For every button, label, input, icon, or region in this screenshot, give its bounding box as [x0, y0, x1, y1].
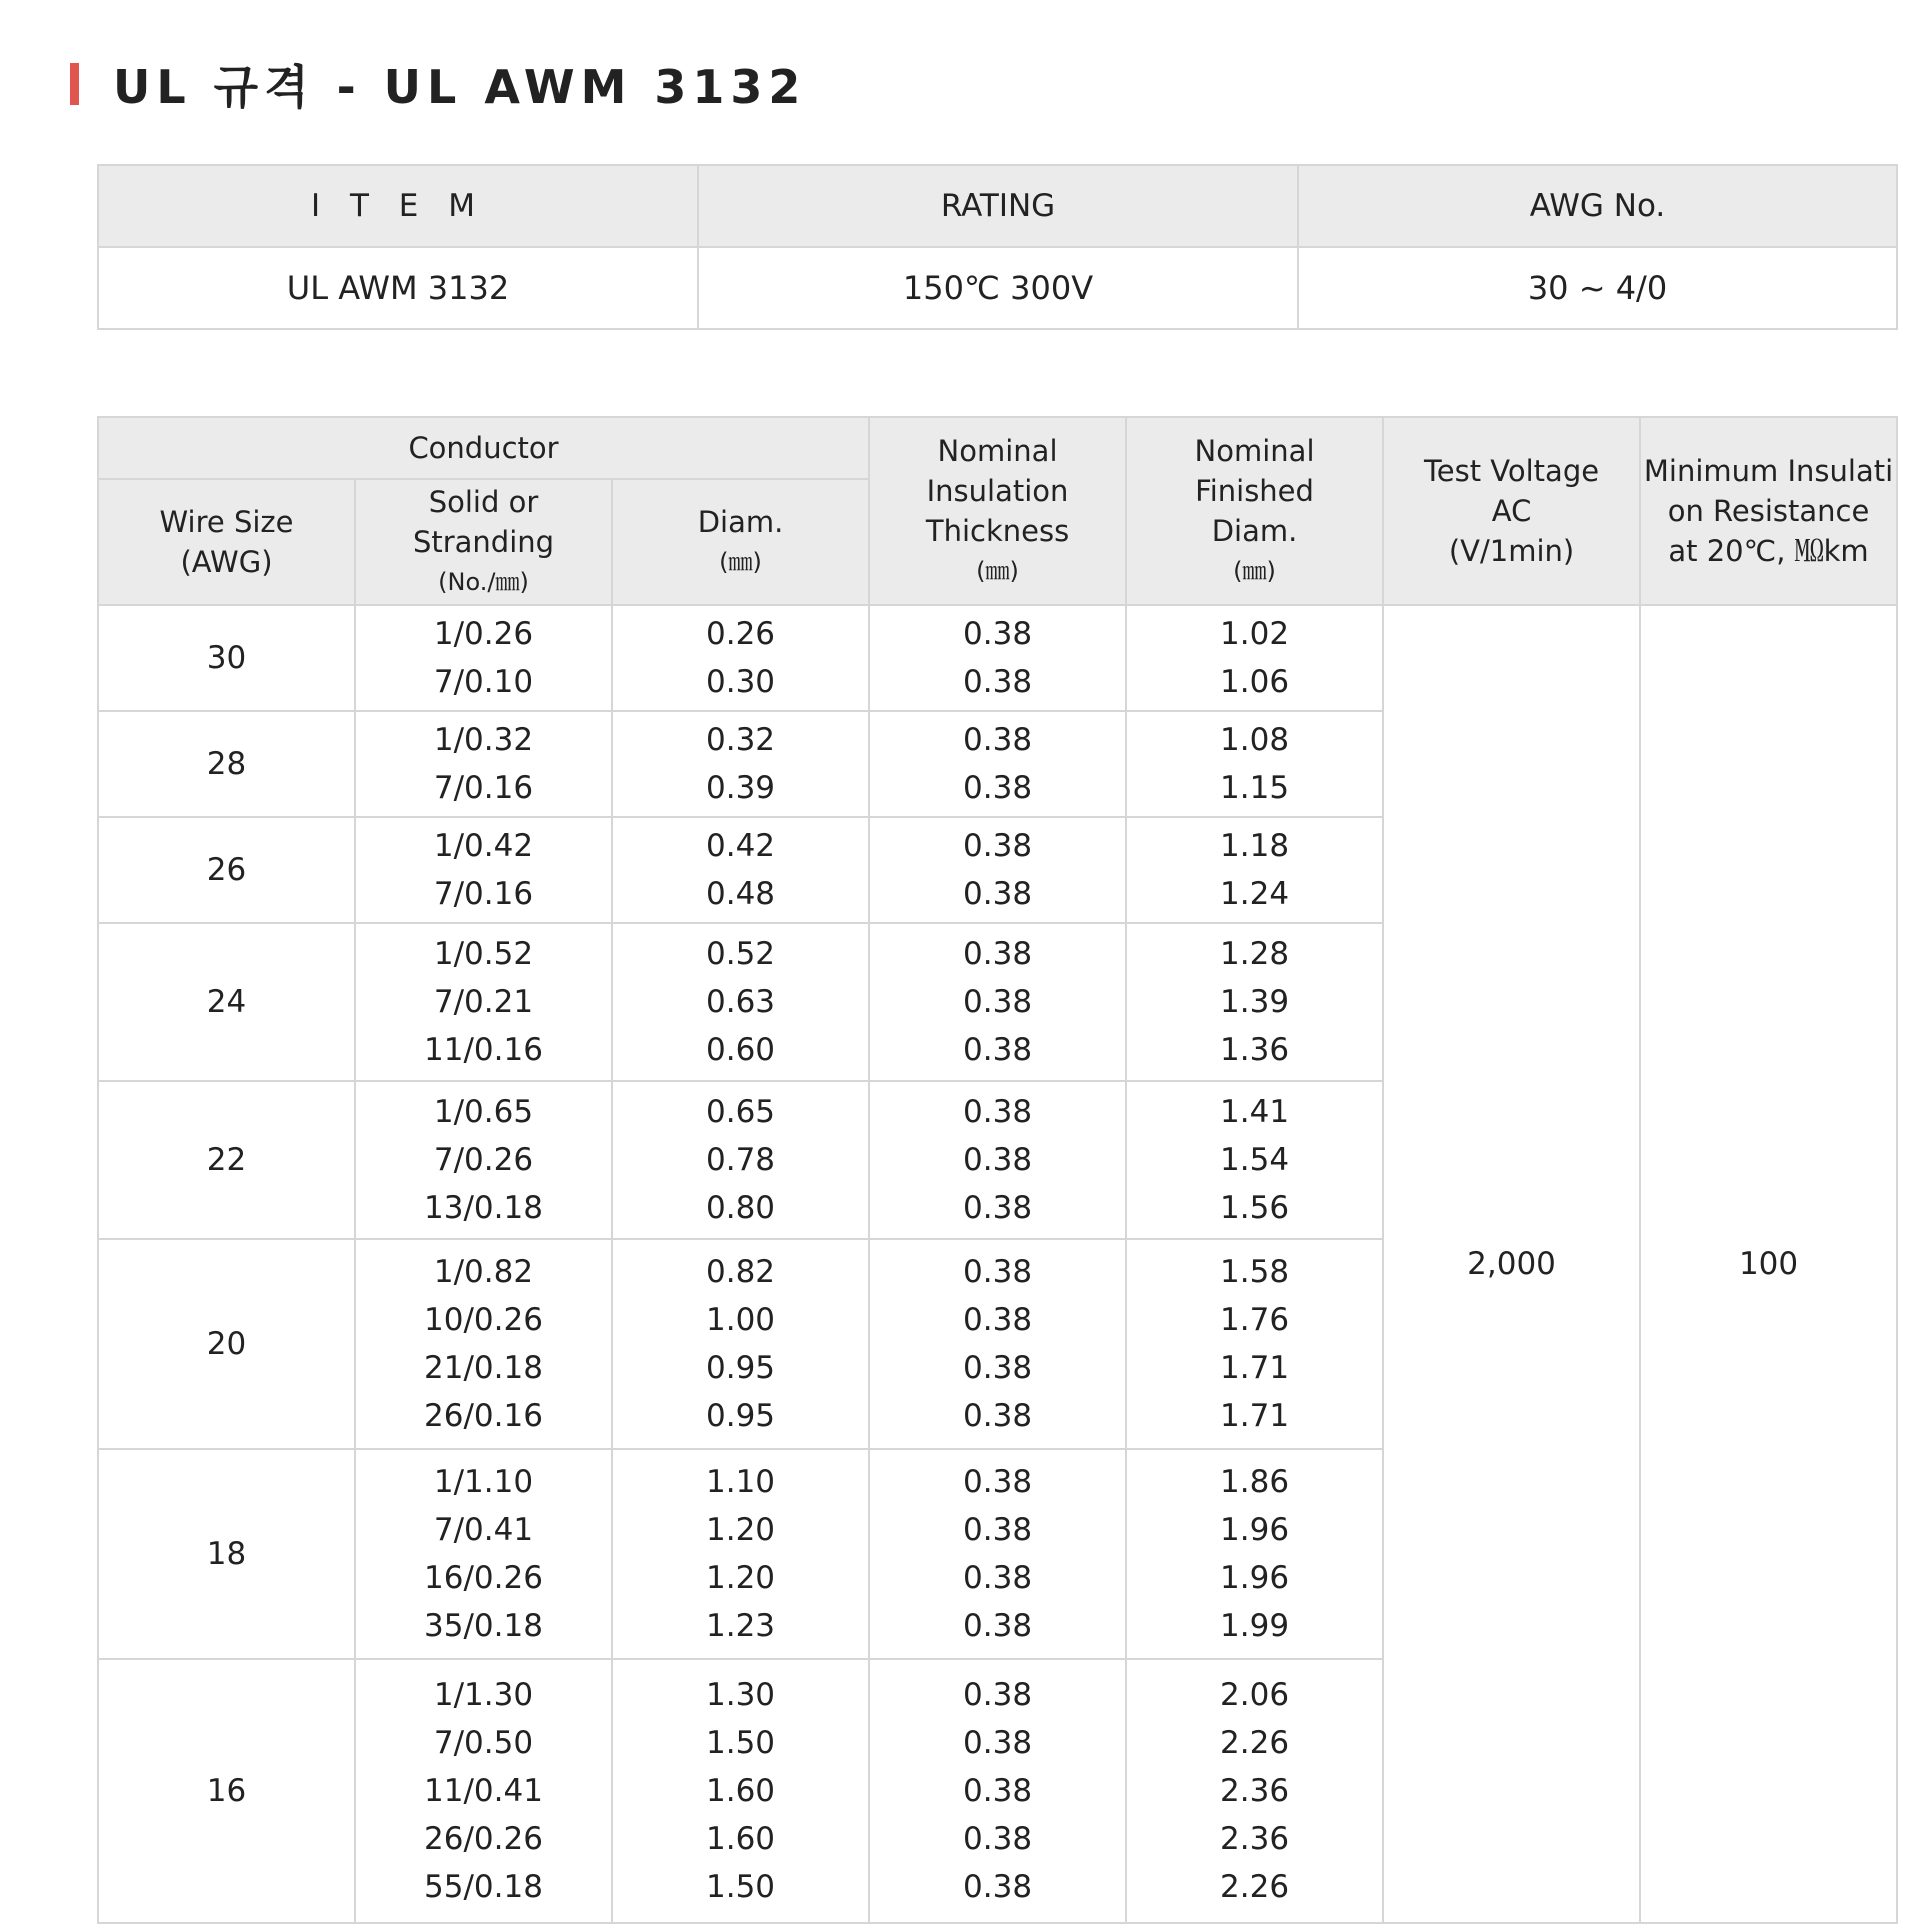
finished-value: 2.26 — [1220, 1725, 1290, 1761]
stranding-value: 1/0.42 — [433, 828, 534, 864]
page-heading — [70, 54, 806, 114]
item-value: UL AWM 3132 — [98, 247, 698, 329]
stranding-value: 7/0.16 — [433, 770, 534, 806]
wire-size-cell: 26 — [98, 817, 355, 923]
insulation-value: 0.38 — [963, 1677, 1033, 1713]
stranding-value: 11/0.41 — [424, 1773, 543, 1809]
stranding-cell — [355, 711, 612, 817]
insulation-value: 0.38 — [963, 876, 1033, 912]
stranding-cell — [355, 605, 612, 711]
diam-value: 1.00 — [706, 1302, 776, 1338]
stranding-value: 1/1.30 — [433, 1677, 534, 1713]
finished-value: 1.56 — [1220, 1190, 1290, 1226]
insulation-value: 0.38 — [963, 1032, 1033, 1068]
stranding-value: 7/0.50 — [433, 1725, 534, 1761]
test-voltage-value: 2,000 — [1383, 605, 1640, 1923]
diam-value: 0.60 — [706, 1032, 776, 1068]
conductor-header: Conductor — [98, 417, 869, 479]
insulation-value: 0.38 — [963, 1142, 1033, 1178]
diam-value: 0.95 — [706, 1398, 776, 1434]
diam-cell — [612, 1081, 869, 1239]
diam-value: 0.26 — [706, 616, 776, 652]
diam-value: 0.52 — [706, 936, 776, 972]
diam-cell — [612, 711, 869, 817]
finished-value: 1.39 — [1220, 984, 1290, 1020]
stranding-cell — [355, 817, 612, 923]
diam-cell — [612, 1239, 869, 1449]
wire-size-cell: 20 — [98, 1239, 355, 1449]
stranding-value: 7/0.16 — [433, 876, 534, 912]
stranding-value: 1/0.52 — [433, 936, 534, 972]
insulation-thickness-header: Nominal Insulation Thickness (㎜) — [869, 417, 1126, 605]
diam-value: 0.82 — [706, 1254, 776, 1290]
insulation-resistance-header: Minimum Insulati on Resistance at 20℃, ㏁km — [1640, 417, 1897, 605]
diam-value: 0.78 — [706, 1142, 776, 1178]
stranding-value: 35/0.18 — [424, 1608, 543, 1644]
stranding-value: 16/0.26 — [424, 1560, 543, 1596]
stranding-value: 55/0.18 — [424, 1869, 543, 1905]
insulation-value: 0.38 — [963, 722, 1033, 758]
finished-value: 1.28 — [1220, 936, 1290, 972]
test-voltage-header: Test Voltage AC (V/1min) — [1383, 417, 1640, 605]
insulation-cell — [869, 1449, 1126, 1659]
diam-value: 1.20 — [706, 1512, 776, 1548]
diam-value: 0.30 — [706, 664, 776, 700]
wire-size-cell: 16 — [98, 1659, 355, 1923]
finished-value: 1.08 — [1220, 722, 1290, 758]
stranding-value: 26/0.26 — [424, 1821, 543, 1857]
insulation-cell — [869, 605, 1126, 711]
stranding-value: 7/0.26 — [433, 1142, 534, 1178]
insulation-value: 0.38 — [963, 1398, 1033, 1434]
diam-value: 0.39 — [706, 770, 776, 806]
wire-size-cell: 18 — [98, 1449, 355, 1659]
stranding-cell — [355, 923, 612, 1081]
insulation-value: 0.38 — [963, 1302, 1033, 1338]
insulation-value: 0.38 — [963, 1608, 1033, 1644]
finished-value: 1.86 — [1220, 1464, 1290, 1500]
stranding-value: 1/0.32 — [433, 722, 534, 758]
insulation-value: 0.38 — [963, 1350, 1033, 1386]
finished-value: 1.71 — [1220, 1350, 1290, 1386]
insulation-value: 0.38 — [963, 1464, 1033, 1500]
insulation-value: 0.38 — [963, 1254, 1033, 1290]
finished-value: 1.96 — [1220, 1560, 1290, 1596]
insulation-cell — [869, 817, 1126, 923]
insulation-value: 0.38 — [963, 770, 1033, 806]
diam-value: 0.32 — [706, 722, 776, 758]
rating-header: RATING — [698, 165, 1298, 247]
diam-value: 1.50 — [706, 1725, 776, 1761]
stranding-value: 21/0.18 — [424, 1350, 543, 1386]
spec-header-row-1 — [98, 417, 1897, 479]
summary-header-row — [98, 165, 1897, 247]
diam-header: Diam. (㎜) — [612, 479, 869, 605]
stranding-value: 11/0.16 — [424, 1032, 543, 1068]
wire-size-cell: 22 — [98, 1081, 355, 1239]
wire-size-cell: 30 — [98, 605, 355, 711]
insulation-value: 0.38 — [963, 1560, 1033, 1596]
finished-cell — [1126, 1081, 1383, 1239]
finished-value: 1.06 — [1220, 664, 1290, 700]
diam-value: 1.23 — [706, 1608, 776, 1644]
diam-value: 0.48 — [706, 876, 776, 912]
finished-value: 1.76 — [1220, 1302, 1290, 1338]
finished-cell — [1126, 923, 1383, 1081]
stranding-value: 1/0.82 — [433, 1254, 534, 1290]
insulation-value: 0.38 — [963, 984, 1033, 1020]
stranding-value: 1/0.65 — [433, 1094, 534, 1130]
diam-value: 1.30 — [706, 1677, 776, 1713]
finished-value: 2.36 — [1220, 1773, 1290, 1809]
diam-value: 1.50 — [706, 1869, 776, 1905]
stranding-value: 10/0.26 — [424, 1302, 543, 1338]
diam-value: 1.20 — [706, 1560, 776, 1596]
insulation-value: 0.38 — [963, 828, 1033, 864]
insulation-cell — [869, 1239, 1126, 1449]
stranding-cell — [355, 1659, 612, 1923]
insulation-value: 0.38 — [963, 1725, 1033, 1761]
stranding-cell — [355, 1081, 612, 1239]
insulation-value: 0.38 — [963, 936, 1033, 972]
diam-cell — [612, 817, 869, 923]
finished-value: 2.36 — [1220, 1821, 1290, 1857]
diam-cell — [612, 1449, 869, 1659]
finished-value: 2.26 — [1220, 1869, 1290, 1905]
insulation-cell — [869, 1659, 1126, 1923]
wire-size-cell: 28 — [98, 711, 355, 817]
insulation-value: 0.38 — [963, 616, 1033, 652]
insulation-cell — [869, 1081, 1126, 1239]
stranding-cell — [355, 1239, 612, 1449]
finished-value: 1.96 — [1220, 1512, 1290, 1548]
diam-value: 0.80 — [706, 1190, 776, 1226]
insulation-value: 0.38 — [963, 1190, 1033, 1226]
finished-cell — [1126, 1239, 1383, 1449]
insulation-value: 0.38 — [963, 1773, 1033, 1809]
awg-no-value: 30 ~ 4/0 — [1298, 247, 1897, 329]
diam-value: 1.60 — [706, 1773, 776, 1809]
diam-value: 0.63 — [706, 984, 776, 1020]
stranding-header: Solid or Stranding (No./㎜) — [355, 479, 612, 605]
finished-value: 1.58 — [1220, 1254, 1290, 1290]
finished-cell — [1126, 605, 1383, 711]
finished-cell — [1126, 817, 1383, 923]
diam-value: 0.42 — [706, 828, 776, 864]
insulation-value: 0.38 — [963, 1869, 1033, 1905]
wire-size-header: Wire Size (AWG) — [98, 479, 355, 605]
insulation-value: 0.38 — [963, 1512, 1033, 1548]
finished-value: 1.41 — [1220, 1094, 1290, 1130]
diam-value: 1.10 — [706, 1464, 776, 1500]
item-header: I T E M — [98, 165, 698, 247]
heading-accent-bar — [70, 63, 79, 105]
stranding-value: 1/0.26 — [433, 616, 534, 652]
finished-value: 1.24 — [1220, 876, 1290, 912]
insulation-cell — [869, 711, 1126, 817]
finished-value: 1.18 — [1220, 828, 1290, 864]
page-title: UL 규격 - UL AWM 3132 — [113, 60, 807, 114]
stranding-value: 7/0.10 — [433, 664, 534, 700]
stranding-value: 7/0.41 — [433, 1512, 534, 1548]
insulation-value: 0.38 — [963, 1821, 1033, 1857]
wire-spec-table — [97, 416, 1898, 1924]
diam-cell — [612, 923, 869, 1081]
finished-value: 1.02 — [1220, 616, 1290, 652]
finished-value: 1.15 — [1220, 770, 1290, 806]
insulation-resistance-value: 100 — [1640, 605, 1897, 1923]
finished-cell — [1126, 1659, 1383, 1923]
stranding-value: 26/0.16 — [424, 1398, 543, 1434]
finished-value: 1.36 — [1220, 1032, 1290, 1068]
finished-cell — [1126, 711, 1383, 817]
rating-value: 150℃ 300V — [698, 247, 1298, 329]
finished-value: 2.06 — [1220, 1677, 1290, 1713]
insulation-value: 0.38 — [963, 1094, 1033, 1130]
diam-value: 0.65 — [706, 1094, 776, 1130]
table-row — [98, 605, 1897, 711]
spec-table-body — [98, 605, 1897, 1923]
stranding-value: 7/0.21 — [433, 984, 534, 1020]
finished-value: 1.99 — [1220, 1608, 1290, 1644]
rating-summary-table — [97, 164, 1898, 330]
diam-value: 1.60 — [706, 1821, 776, 1857]
insulation-value: 0.38 — [963, 664, 1033, 700]
finished-value: 1.54 — [1220, 1142, 1290, 1178]
stranding-cell — [355, 1449, 612, 1659]
summary-value-row — [98, 247, 1897, 329]
stranding-value: 1/1.10 — [433, 1464, 534, 1500]
finished-cell — [1126, 1449, 1383, 1659]
wire-size-cell: 24 — [98, 923, 355, 1081]
diam-cell — [612, 1659, 869, 1923]
finished-value: 1.71 — [1220, 1398, 1290, 1434]
stranding-value: 13/0.18 — [424, 1190, 543, 1226]
insulation-cell — [869, 923, 1126, 1081]
finished-diam-header: Nominal Finished Diam. (㎜) — [1126, 417, 1383, 605]
awg-no-header: AWG No. — [1298, 165, 1897, 247]
diam-cell — [612, 605, 869, 711]
diam-value: 0.95 — [706, 1350, 776, 1386]
